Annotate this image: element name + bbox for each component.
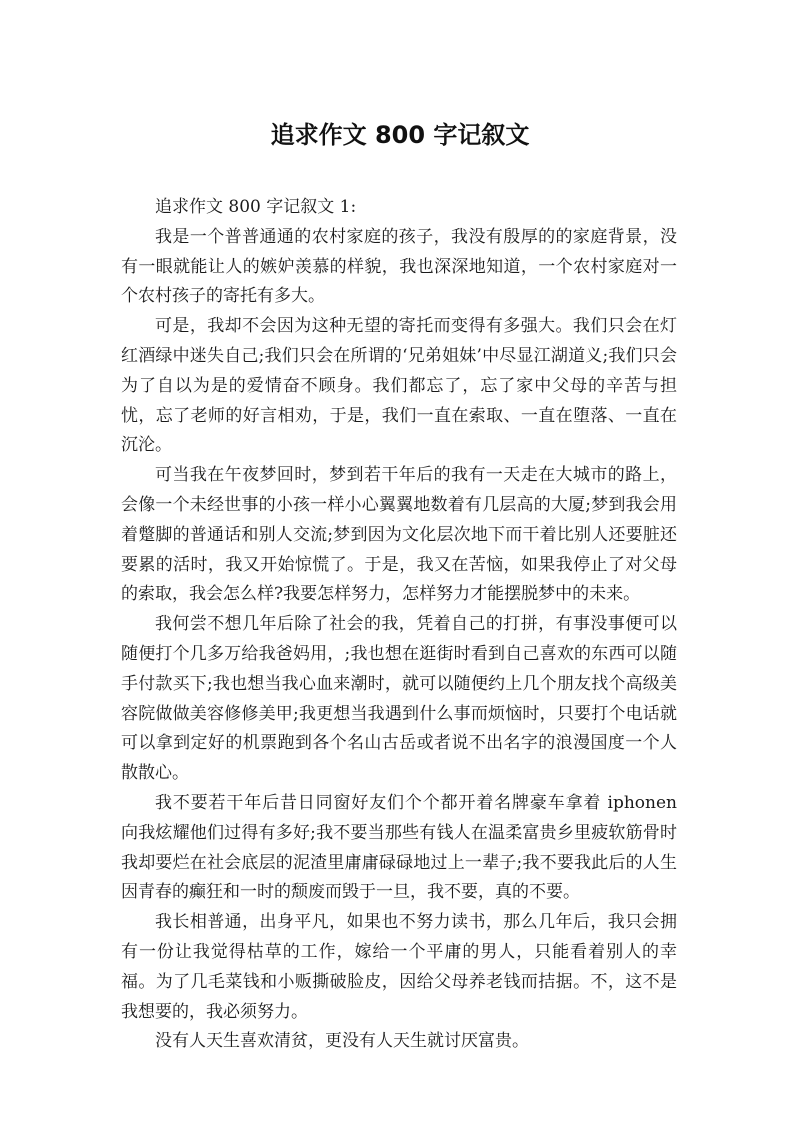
document-title: 追求作文 800 字记叙文 [270,121,530,149]
paragraph-1: 追求作文 800 字记叙文 1: [155,197,357,217]
paragraph-3: 可是，我却不会因为这种无望的寄托而变得有多强大。我们只会在灯红酒绿中迷失自己;我们只会在所谓的‘兄弟姐妹’中尽显江湖道义;我们只会为了自以为是的爱情奋不顾身。我们都忘了，忘了家中父母的辛苦与担忧，忘了老师的好言相劝，于是，我们一直在索取、一直在堕落、一直在沉沦。 [121,316,677,456]
paragraph-4: 可当我在午夜梦回时，梦到若干年后的我有一天走在大城市的路上，会像一个未经世事的小孩一样小心翼翼地数着有几层高的大厦;梦到我会用着蹩脚的普通话和别人交流;梦到因为文化层次地下而干着比别人还要脏还要累的活时，我又开始惊慌了。于是，我又在苦恼，如果我停止了对父母的索取，我会怎么样?我要怎样努力，怎样努力才能摆脱梦中的未来。 [121,465,677,605]
paragraph-6: 我不要若干年后昔日同窗好友们个个都开着名牌豪车拿着 iphonen 向我炫耀他们过得有多好;我不要当那些有钱人在温柔富贵乡里疲软筋骨时我却要烂在社会底层的泥渣里庸庸碌碌地过上一辈子;我不要我此后的人生因青春的癫狂和一时的颓废而毁于一旦，我不要，真的不要。 [121,792,677,903]
document-body [121,193,677,1057]
paragraph-7: 我长相普通，出身平凡，如果也不努力读书，那么几年后，我只会拥有一份让我觉得枯草的工作，嫁给一个平庸的男人，只能看着别人的幸福。为了几毛菜钱和小贩撕破脸皮，因给父母养老钱而拮据。不，这不是我想要的，我必须努力。 [121,912,677,1022]
paragraph-2: 我是一个普普通通的农村家庭的孩子，我没有殷厚的的家庭背景，没有一眼就能让人的嫉妒羡慕的样貌，我也深深地知道，一个农村家庭对一个农村孩子的寄托有多大。 [121,226,677,307]
paragraph-5: 我何尝不想几年后除了社会的我，凭着自己的打拼，有事没事便可以随便打个几多万给我爸妈用，;我也想在逛街时看到自己喜欢的东西可以随手付款买下;我也想当我心血来潮时，就可以随便约上几个朋友找个高级美容院做做美容修修美甲;我更想当我遇到什么事而烦恼时，只要打个电话就可以拿到定好的机票跑到各个名山古岳或者说不出名字的浪漫国度一个人散散心。 [121,614,677,784]
paragraph-8: 没有人天生喜欢清贫，更没有人天生就讨厌富贵。 [155,1031,529,1052]
